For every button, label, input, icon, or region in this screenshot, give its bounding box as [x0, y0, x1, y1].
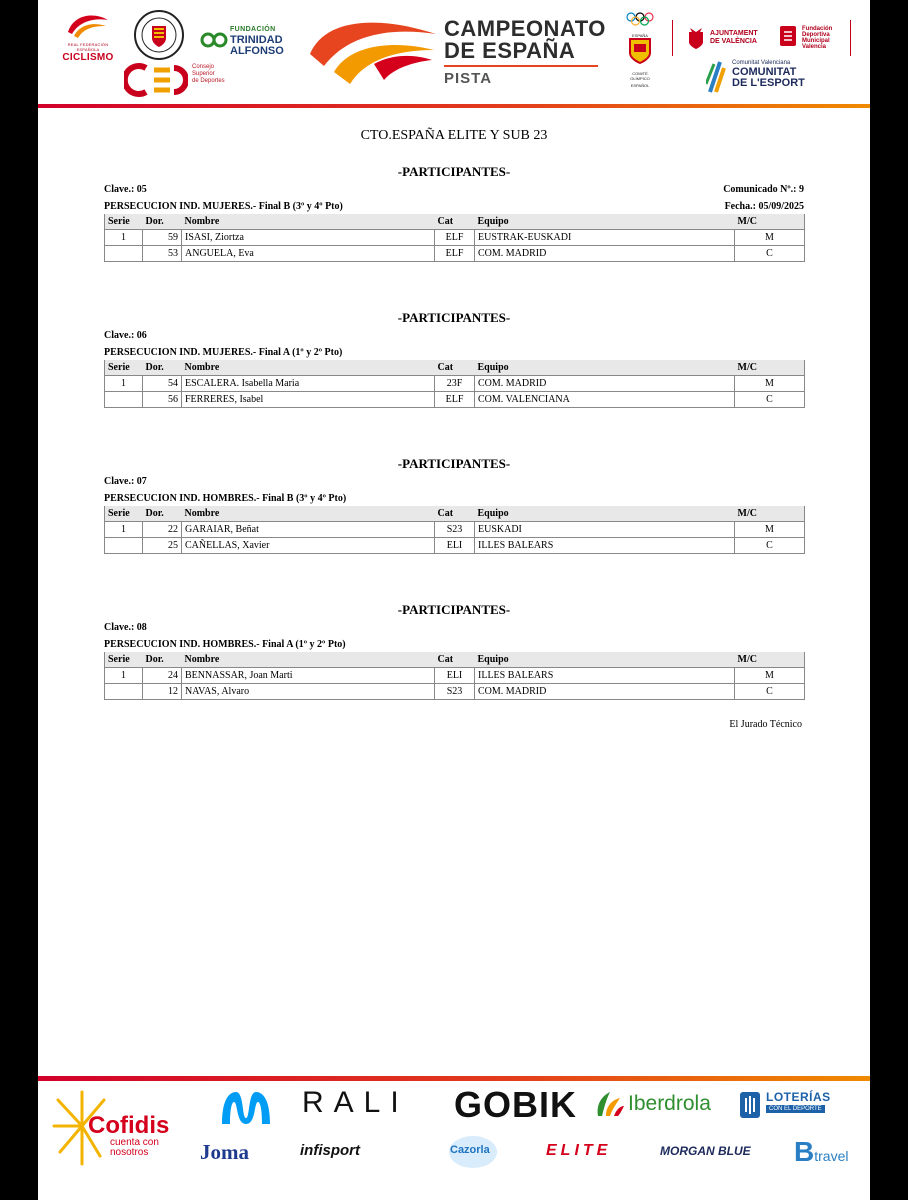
valencia-seal-logo [134, 10, 184, 60]
cazorla-logo [448, 1134, 498, 1170]
cell-nombre: BENNASSAR, Joan Marti [182, 668, 435, 684]
cell-dorsal: 56 [143, 392, 182, 408]
csd-line1: Consejo [192, 64, 215, 70]
trinidad-rings-icon [200, 26, 228, 54]
cazorla-name: Cazorla [450, 1144, 490, 1156]
cell-dorsal: 25 [143, 538, 182, 554]
campeonato-pista: PISTA [444, 70, 493, 87]
trinidad-surname: ALFONSO [230, 45, 284, 57]
movistar-m-icon [218, 1088, 274, 1128]
col-serie: Serie [105, 360, 143, 376]
clave: Clave.: 05 [104, 184, 147, 195]
cell-serie: 1 [105, 668, 143, 684]
event-name: PERSECUCION IND. HOMBRES.- Final A (1º y 2º Pto) [104, 639, 346, 650]
cell-mc: M [735, 230, 805, 246]
ajuntament-line2: DE VALÈNCIA [710, 38, 757, 45]
col-dorsal: Dor. [143, 652, 182, 668]
document-page [38, 0, 870, 1200]
col-mc: M/C [735, 652, 805, 668]
cell-nombre: FERRERES, Isabel [182, 392, 435, 408]
rfec-swoosh-icon [64, 10, 112, 40]
cell-mc: C [735, 538, 805, 554]
cell-equipo: ILLES BALEARS [475, 668, 735, 684]
trinidad-fundacion: FUNDACIÓN [230, 26, 276, 33]
coe-logo [622, 12, 658, 88]
col-equipo: Equipo [475, 360, 735, 376]
col-dorsal: Dor. [143, 506, 182, 522]
table-header-row [105, 506, 805, 522]
comunitat-esport-logo [706, 58, 846, 98]
col-equipo: Equipo [475, 214, 735, 230]
cell-serie [105, 538, 143, 554]
col-serie: Serie [105, 506, 143, 522]
participants-table [104, 214, 805, 262]
col-cat: Cat [435, 652, 475, 668]
fecha: Fecha.: 05/09/2025 [724, 201, 804, 212]
table-header-row [105, 652, 805, 668]
campeonato-title: CAMPEONATO [444, 16, 606, 41]
fdm-line1: Fundación [802, 26, 833, 32]
header-divider-right [850, 20, 851, 56]
section-heading: -PARTICIPANTES- [397, 310, 511, 325]
meta-row-clave [104, 622, 804, 633]
col-cat: Cat [435, 506, 475, 522]
col-mc: M/C [735, 506, 805, 522]
col-nombre: Nombre [182, 652, 435, 668]
table-row [105, 376, 805, 392]
cell-dorsal: 24 [143, 668, 182, 684]
cell-nombre: GARAIAR, Beñat [182, 522, 435, 538]
table-row [105, 230, 805, 246]
meta-row-event [104, 201, 804, 212]
table-row [105, 522, 805, 538]
coe-line2: ESPAÑOL [630, 83, 650, 88]
table-row [105, 684, 805, 700]
participants-table [104, 360, 805, 408]
rfec-subtitle: REAL FEDERACIÓN ESPAÑOLA [67, 42, 109, 52]
campeonato-rule [444, 65, 598, 67]
section-heading: -PARTICIPANTES- [397, 164, 511, 179]
coe-line1: COMITÉ OLÍMPICO [630, 71, 650, 81]
cell-cat: ELF [435, 230, 475, 246]
clave: Clave.: 06 [104, 330, 147, 341]
cell-cat: 23F [435, 376, 475, 392]
col-nombre: Nombre [182, 506, 435, 522]
bat-crest-icon [686, 26, 706, 50]
cell-nombre: ISASI, Ziortza [182, 230, 435, 246]
meta-row-clave [104, 476, 804, 487]
spain-shield-icon [629, 38, 651, 64]
campeonato-subtitle: DE ESPAÑA [444, 38, 576, 63]
loterias-name: LOTERÍAS [766, 1090, 831, 1104]
header-divider [672, 20, 673, 56]
meta-row-clave [104, 184, 804, 195]
table-row [105, 246, 805, 262]
cell-cat: ELF [435, 392, 475, 408]
cell-equipo: EUSKADI [475, 522, 735, 538]
ajuntament-line1: AJUNTAMENT [710, 30, 758, 37]
csd-line3: de Deportes [192, 78, 225, 84]
col-equipo: Equipo [475, 652, 735, 668]
iberdrola-name: Iberdrola [628, 1092, 711, 1115]
cell-mc: M [735, 522, 805, 538]
col-cat: Cat [435, 360, 475, 376]
section-heading: -PARTICIPANTES- [397, 456, 511, 471]
cell-nombre: NAVAS, Alvaro [182, 684, 435, 700]
infisport-logo: infisport [300, 1142, 360, 1159]
col-equipo: Equipo [475, 506, 735, 522]
cell-serie [105, 246, 143, 262]
col-nombre: Nombre [182, 360, 435, 376]
cell-nombre: CAÑELLAS, Xavier [182, 538, 435, 554]
col-dorsal: Dor. [143, 214, 182, 230]
col-mc: M/C [735, 360, 805, 376]
cell-nombre: ANGUELA, Eva [182, 246, 435, 262]
cell-serie: 1 [105, 230, 143, 246]
cell-equipo: COM. MADRID [475, 246, 735, 262]
loterias-tagline: CON EL DEPORTE [766, 1105, 825, 1113]
cofidis-name: Cofidis [88, 1112, 170, 1139]
col-serie: Serie [105, 652, 143, 668]
cell-mc: M [735, 376, 805, 392]
loterias-emblem-icon [738, 1090, 762, 1120]
comunicado: Comunicado Nº.: 9 [723, 184, 804, 195]
event-name: PERSECUCION IND. MUJERES.- Final B (3º y 4º Pto) [104, 201, 343, 212]
cell-dorsal: 53 [143, 246, 182, 262]
cell-dorsal: 12 [143, 684, 182, 700]
loterias-logo [738, 1090, 848, 1124]
joma-logo: Joma [200, 1140, 249, 1164]
cell-mc: M [735, 668, 805, 684]
header-rule [38, 104, 870, 108]
col-dorsal: Dor. [143, 360, 182, 376]
coe-top: ESPAÑA [632, 33, 648, 38]
cell-dorsal: 59 [143, 230, 182, 246]
trinidad-name: TRINIDAD [230, 34, 283, 46]
csd-line2: Superior [192, 71, 215, 77]
cell-mc: C [735, 246, 805, 262]
table-header-row [105, 360, 805, 376]
event-name: PERSECUCION IND. MUJERES.- Final A (1º y 2º Pto) [104, 347, 343, 358]
cell-nombre: ESCALERA. Isabella Maria [182, 376, 435, 392]
fdm-crest-icon [778, 24, 798, 48]
cofidis-tagline-1: cuenta con [110, 1137, 159, 1148]
seal-icon [134, 10, 184, 60]
cell-serie: 1 [105, 522, 143, 538]
campeonato-espana-pista-logo [304, 12, 604, 92]
iberdrola-leaves-icon [594, 1090, 626, 1120]
cofidis-tagline-2: nosotros [110, 1147, 149, 1158]
rfec-logo [56, 10, 120, 62]
meta-row-event [104, 347, 804, 358]
meta-row-event [104, 639, 804, 650]
iberdrola-logo [594, 1090, 724, 1120]
cell-equipo: COM. MADRID [475, 376, 735, 392]
fdm-valencia-logo [778, 22, 848, 52]
col-cat: Cat [435, 214, 475, 230]
page-header [38, 0, 870, 104]
clave: Clave.: 07 [104, 476, 147, 487]
cofidis-logo [52, 1086, 182, 1168]
movistar-logo [218, 1088, 274, 1128]
btravel-b: B [794, 1136, 815, 1167]
cell-cat: S23 [435, 522, 475, 538]
cell-serie [105, 684, 143, 700]
cv-line2: COMUNITAT [732, 66, 797, 78]
fdm-line3: Municipal [802, 38, 830, 44]
cell-serie: 1 [105, 376, 143, 392]
cell-cat: ELI [435, 538, 475, 554]
fdm-line2: Deportiva [802, 32, 830, 38]
footer-rule [38, 1076, 870, 1081]
table-header-row [105, 214, 805, 230]
section-heading: -PARTICIPANTES- [397, 602, 511, 617]
cell-cat: ELF [435, 246, 475, 262]
document-title: CTO.ESPAÑA ELITE Y SUB 23 [360, 128, 548, 143]
cell-mc: C [735, 684, 805, 700]
esport-stripes-icon [706, 60, 728, 94]
cell-cat: ELI [435, 668, 475, 684]
cell-equipo: EUSTRAK-EUSKADI [475, 230, 735, 246]
gobik-logo: GOBIK [454, 1084, 578, 1125]
cell-serie [105, 392, 143, 408]
csd-logo [124, 62, 234, 100]
jurado-signature-line: El Jurado Técnico [729, 719, 802, 730]
cell-equipo: COM. VALENCIANA [475, 392, 735, 408]
event-name: PERSECUCION IND. HOMBRES.- Final B (3º y 4º Pto) [104, 493, 347, 504]
cell-dorsal: 22 [143, 522, 182, 538]
csd-mark-icon [124, 62, 188, 98]
fundacion-trinidad-alfonso-logo [200, 22, 284, 57]
cell-equipo: COM. MADRID [475, 684, 735, 700]
table-row [105, 538, 805, 554]
elite-logo: ELITE [546, 1142, 612, 1159]
cyclist-swoosh-icon [304, 14, 444, 90]
olympic-rings-icon [625, 12, 655, 26]
meta-row-event [104, 493, 804, 504]
morgan-blue-logo: MORGAN BLUE [660, 1144, 751, 1158]
btravel-logo [794, 1136, 848, 1168]
col-serie: Serie [105, 214, 143, 230]
participants-table [104, 506, 805, 554]
cell-dorsal: 54 [143, 376, 182, 392]
col-nombre: Nombre [182, 214, 435, 230]
table-row [105, 668, 805, 684]
cell-equipo: ILLES BALEARS [475, 538, 735, 554]
ajuntament-valencia-logo [686, 24, 768, 54]
cv-line1: Comunitat Valenciana [732, 60, 791, 66]
cv-line3: DE L'ESPORT [732, 77, 805, 89]
rali-logo: RALI [302, 1086, 409, 1119]
cell-cat: S23 [435, 684, 475, 700]
fdm-line4: Valencia [802, 44, 827, 50]
btravel-travel: travel [814, 1148, 849, 1164]
rfec-title: CICLISMO [62, 52, 114, 63]
col-mc: M/C [735, 214, 805, 230]
cell-mc: C [735, 392, 805, 408]
meta-row-clave [104, 330, 804, 341]
participants-table [104, 652, 805, 700]
clave: Clave.: 08 [104, 622, 147, 633]
table-row [105, 392, 805, 408]
